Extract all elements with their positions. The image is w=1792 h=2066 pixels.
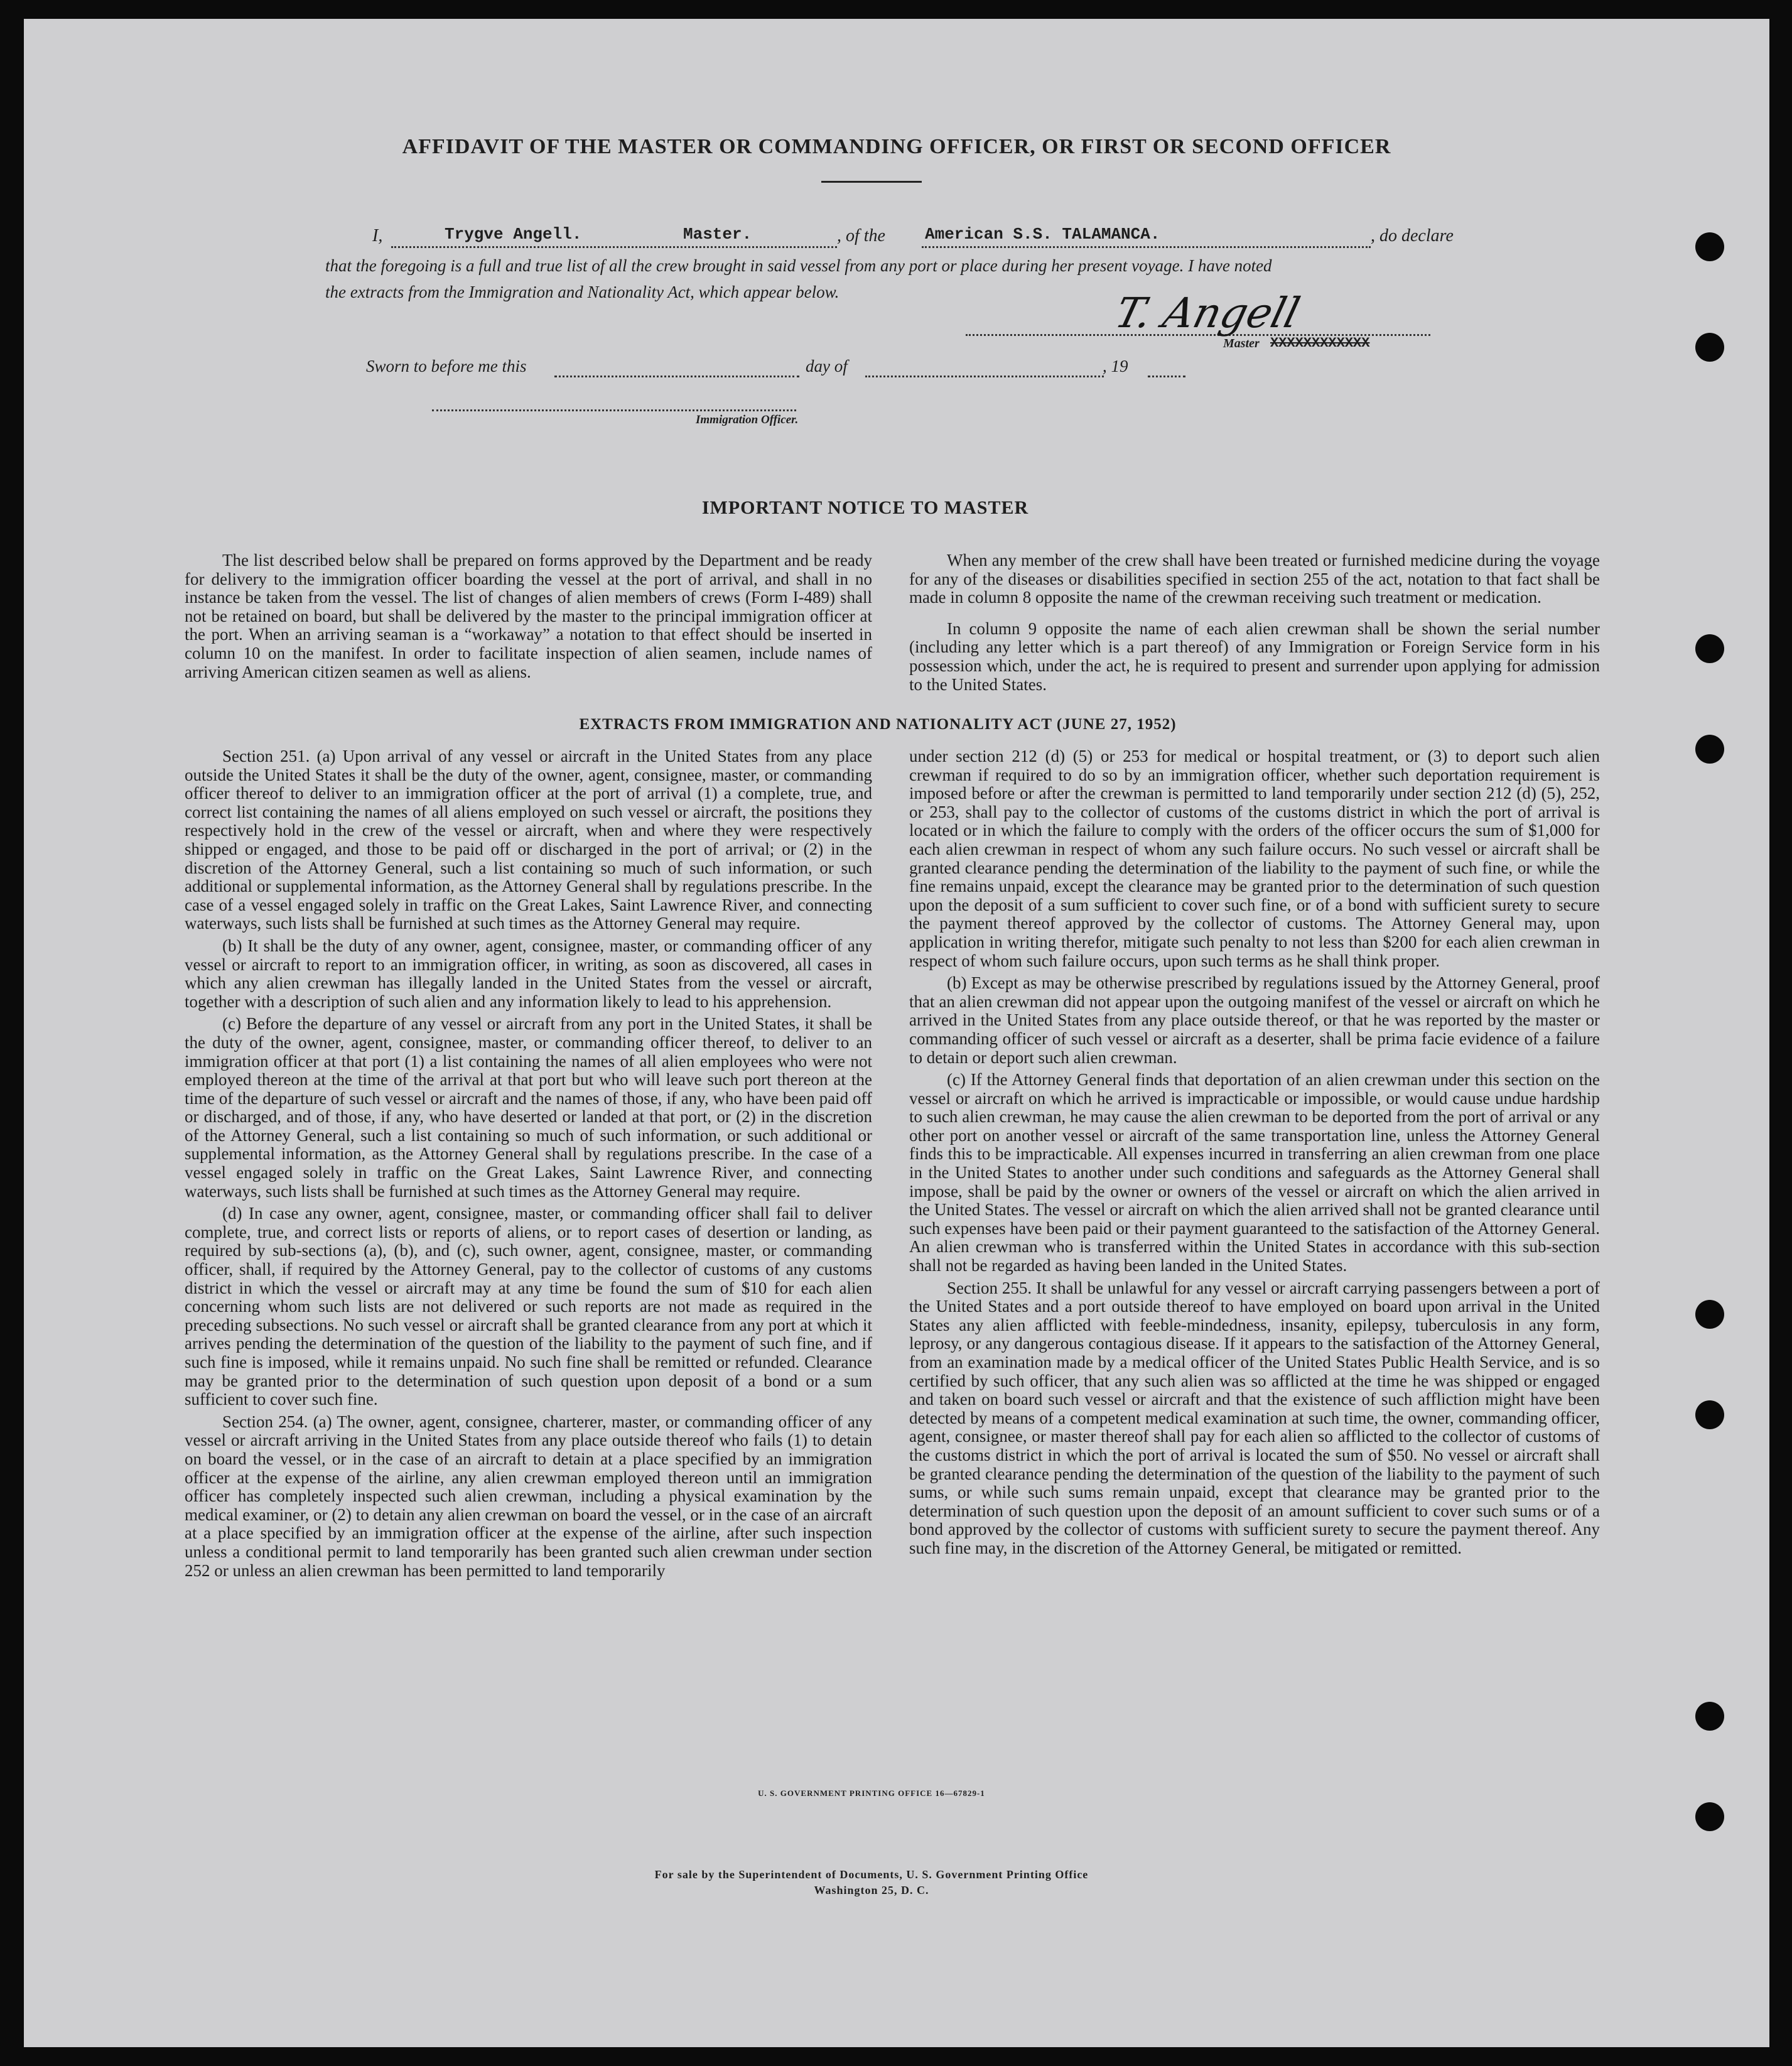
binder-hole — [1695, 333, 1724, 362]
of-the-label: , of the — [837, 226, 885, 246]
sworn-label: Sworn to before me this — [366, 357, 527, 376]
day-of-label: day of — [806, 357, 848, 376]
master-rank: Master. — [683, 225, 752, 244]
extract-paragraph: under section 212 (d) (5) or 253 for medical or hospital treatment, or (3) to deport such alien crewman if required to do so by an immigration officer, whether such deportation requirement is imposed before or after the crewman is permitted to land temporarily under section 212 (d) (5), 252, or 253, shall pay to the collector of customs of the customs district in which the port of arrival is located or in which the failure to comply with the orders of the officer occurs the sum of $1,000 for each alien crewman in respect of whom any such failure occurs. No such vessel or aircraft shall be granted clearance pending the determination of the liability to the payment of such fine, or while the fine remains unpaid, except the clearance may be granted prior to the determination of such question upon the deposit of a sum sufficient to cover such fine, or of a bond with sufficient surety to secure the payment thereof approved by the collector of customs. The Attorney General may, upon application in writing therefor, mitigate such penalty to not less than $200 for each alien crewman in respect of whom such failure occurs, upon such terms as he shall think proper. — [909, 747, 1600, 970]
extract-paragraph: (c) Before the departure of any vessel or aircraft from any port in the United States, it shall be the duty of the owner, agent, consignee, master, or commanding officer thereof, to deliver to an immigration officer at that port (1) a list containing the names of all alien employees who were not employed thereon at the time of the arrival at that port but who will leave such port thereon at the time of the departure of such vessel or aircraft and the names of those, if any, who have been paid off or discharged, and of those, if any, who have deserted or landed at that port, or (2) in the discretion of the Attorney General, such a list containing so much of such information, or such additional or supplemental information, as the Attorney General shall by regulations prescribe. In the case of a vessel engaged solely in traffic on the Great Lakes, Saint Lawrence River, and connecting waterways, such lists shall be furnished at such times as the Attorney General may require. — [185, 1014, 872, 1201]
officer-line — [432, 409, 796, 411]
extracts-left-column — [185, 747, 872, 1584]
notice-left-column — [185, 551, 872, 685]
binder-hole — [1695, 634, 1724, 663]
binder-hole — [1695, 232, 1724, 261]
declaration-line-2: that the foregoing is a full and true list of all the crew brought in said vessel from any port or place during her present voyage. I have noted — [325, 256, 1272, 275]
binder-hole — [1695, 1400, 1724, 1429]
sale-note-line-2: Washington 25, D. C. — [814, 1884, 929, 1896]
binder-hole — [1695, 735, 1724, 764]
sworn-day-line — [554, 376, 799, 377]
signature-caption: Master — [1223, 337, 1260, 350]
do-declare-label: , do declare — [1371, 226, 1454, 246]
vessel-line — [922, 246, 1371, 248]
title-rule — [821, 181, 922, 183]
master-signature: T. Angell — [1110, 289, 1305, 337]
extract-paragraph: (d) In case any owner, agent, consignee, master, or commanding officer shall fail to deliver complete, true, and correct lists or reports of aliens, or to report cases of desertion or landing, as required by sub-sections (a), (b), and (c), such owner, agent, consignee, master, or commanding officer, shall, if required by the Attorney General, pay to the collector of customs of any customs district in which the vessel or aircraft may at any time be found the sum of $10 for each alien concerning whom such lists are not delivered or such reports are not made as required in the preceding subsections. No such vessel or aircraft shall be granted clearance from any port at which it arrives pending the determination of the question of the liability to the payment of such fine, and if such fine is imposed, while it remains unpaid. No such fine shall be remitted or refunded. Clearance may be granted prior to the determination of such question upon deposit of a bond or a sum sufficient to cover such fine. — [185, 1204, 872, 1409]
year-label: , 19 — [1103, 357, 1128, 376]
binder-hole — [1695, 1300, 1724, 1329]
extracts-right-column — [909, 747, 1600, 1562]
notice-paragraph: In column 9 opposite the name of each alien crewman shall be shown the serial number (including any letter which is a part thereof) of any Immigration or Foreign Service form in his possession which, under the act, he is required to present and surrender upon applying for admission to the United States. — [909, 619, 1600, 694]
declaration-line-3: the extracts from the Immigration and Nationality Act, which appear below. — [325, 283, 839, 301]
extract-paragraph: (c) If the Attorney General finds that deportation of an alien crewman under this section on the vessel or aircraft on which he arrived is impracticable or impossible, or would cause undue hardship to such alien crewman, he may cause the alien crewman to be deported from the port of arrival or any other port on another vessel or aircraft of the same transportation line, unless the Attorney General finds this to be impracticable. All expenses incurred in transferring an alien crewman from one place in the United States to another under such conditions and safeguards as the Attorney General shall impose, shall be paid by the owner or owners of the vessel or aircraft on which the alien arrived in the United States. The vessel or aircraft on which the alien arrived shall not be granted clearance until such expenses have been paid or their payment guaranteed to the satisfaction of the Attorney General. An alien crewman who is transferred within the United States in accordance with this sub-section shall not be regarded as having been landed in the United States. — [909, 1070, 1600, 1275]
sworn-month-line — [865, 376, 1104, 377]
notice-right-column — [909, 551, 1600, 698]
sale-note-line-1: For sale by the Superintendent of Documents, U. S. Government Printing Office — [654, 1868, 1089, 1881]
notice-paragraph: The list described below shall be prepared on forms approved by the Department and be ready for delivery to the immigration officer boarding the vessel at the port of arrival, and shall in no instance be taken from the vessel. The list of changes of alien members of crews (Form I-489) shall not be retained on board, but shall be delivered by the master to the principal immigration officer at the port. When an arriving seaman is a “workaway” a notation to that effect should be inserted in column 10 on the manifest. In order to facilitate inspection of alien seamen, include names of arriving American citizen seamen as well as aliens. — [185, 551, 872, 681]
binder-hole — [1695, 1802, 1724, 1831]
extract-paragraph: (b) Except as may be otherwise prescribed by regulations issued by the Attorney General, proof that an alien crewman did not appear upon the outgoing manifest of the vessel or aircraft on which he arrived in the United States from any place outside thereof, or that he was reported by the master or commanding officer of such vessel or aircraft as a deserter, shall be prima facie evidence of a failure to detain or deport such alien crewman. — [909, 973, 1600, 1067]
extract-paragraph: Section 255. It shall be unlawful for any vessel or aircraft carrying passengers between a port of the United States and a port outside thereof to have employed on board upon arrival in the United States any alien afflicted with feeble-mindedness, insanity, epilepsy, tuberculosis in any form, leprosy, or any dangerous contagious disease. If it appears to the satisfaction of the Attorney General, from an examination made by a medical officer of the United States Public Health Service, and is so certified by such officer, that any such alien was so afflicted at the time he was shipped or engaged and taken on board such vessel or aircraft and that the existence of such affliction might have been detected by means of a competent medical examination at such time, the owner, commanding officer, agent, consignee, or master thereof shall pay for each alien so afflicted to the collector of customs of the customs district in which the port of arrival is located the sum of $50. No vessel or aircraft shall be granted clearance pending the determination of the question of the liability to the payment of such sums, or while such sums remain unpaid, except that clearance may be granted prior to the determination of such question upon the deposit of an amount sufficient to cover such sums or of a bond approved by the collector of customs with sufficient surety to secure the payment thereof. Any such fine may, in the discretion of the Attorney General, be mitigated or remitted. — [909, 1278, 1600, 1557]
notice-title: IMPORTANT NOTICE TO MASTER — [701, 497, 1029, 518]
binder-hole — [1695, 1702, 1724, 1731]
extract-paragraph: Section 251. (a) Upon arrival of any vessel or aircraft in the United States from any place outside the United States it shall be the duty of the owner, agent, consignee, master, or commanding officer thereof to deliver to an immigration officer at the port of arrival (1) a complete, true, and correct list containing the names of all aliens employed on such vessel or aircraft, the positions they respectively hold in the crew of the vessel or aircraft, when and where they were respectively shipped or engaged, and those to be paid off or discharged in the port of arrival; or (2) in the discretion of the Attorney General, such a list containing so much of such information, or such additional or supplemental information, as the Attorney General shall by regulations prescribe. In the case of a vessel engaged solely in traffic on the Great Lakes, Saint Lawrence River, and connecting waterways, such lists shall be furnished at such times as the Attorney General may require. — [185, 747, 872, 933]
officer-label: Immigration Officer. — [696, 413, 799, 426]
printing-office-note: U. S. GOVERNMENT PRINTING OFFICE 16—67829-1 — [758, 1788, 985, 1798]
extract-paragraph: Section 254. (a) The owner, agent, consignee, charterer, master, or commanding officer of any vessel or aircraft arriving in the United States from any place outside thereof who fails (1) to detain on board the vessel, or in the case of an aircraft to detain at a place specified by an immigration officer at the expense of the airline, any alien crewman employed thereon until an immigration officer has completely inspected such alien crewman, including a physical examination by the medical examiner, or (2) to detain any alien crewman on board the vessel, or in the case of an aircraft at a place specified by an immigration officer at the expense of the airline, after such inspection unless a conditional permit to land temporarily has been granted such alien crewman under section 252 or unless an alien crewman has been permitted to land temporarily — [185, 1412, 872, 1580]
document-sheet — [24, 19, 1769, 2047]
declarant-line — [391, 246, 837, 248]
affidavit-title: AFFIDAVIT OF THE MASTER OR COMMANDING OFFICER, OR FIRST OR SECOND OFFICER — [402, 135, 1391, 158]
year-line — [1148, 376, 1185, 377]
notice-paragraph: When any member of the crew shall have been treated or furnished medicine during the voyage for any of the diseases or disabilities specified in section 255 of the act, notation to that fact shall be made in column 8 opposite the name of the crewman receiving such treatment or medication. — [909, 551, 1600, 607]
vessel-name: American S.S. TALAMANCA. — [925, 225, 1160, 244]
struck-text: XXXXXXXXXXXX — [1270, 335, 1370, 351]
extract-paragraph: (b) It shall be the duty of any owner, agent, consignee, master, or commanding officer of any vessel or aircraft to report to an immigration officer, in writing, as soon as discovered, all cases in which any alien crewman has illegally landed in the United States from the vessel or aircraft, together with a description of such alien and any information likely to lead to his apprehension. — [185, 936, 872, 1011]
extracts-title: EXTRACTS FROM IMMIGRATION AND NATIONALITY ACT (JUNE 27, 1952) — [579, 716, 1177, 733]
master-name: Trygve Angell. — [445, 225, 582, 244]
declarant-label: I, — [372, 226, 383, 246]
